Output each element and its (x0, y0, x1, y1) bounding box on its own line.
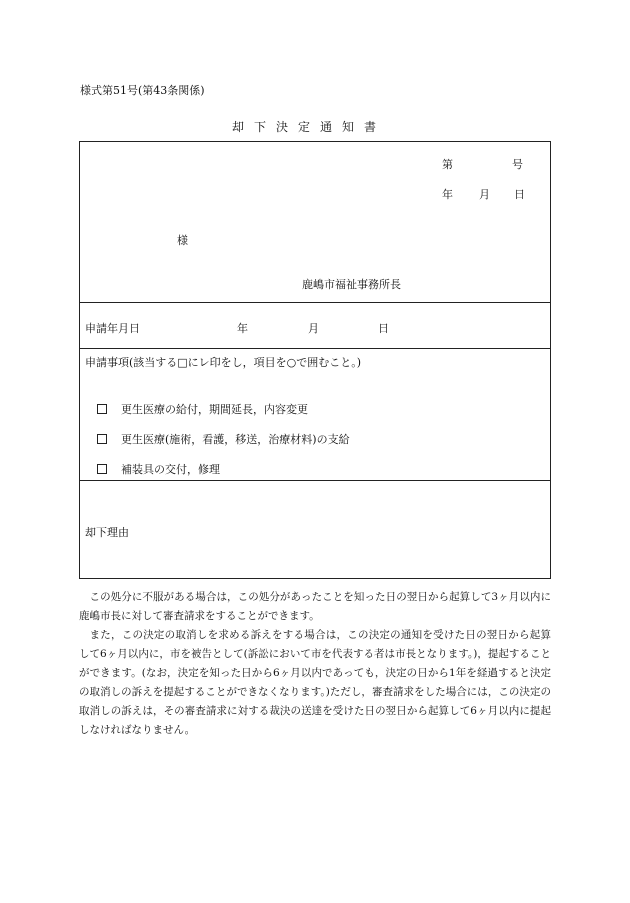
form-number: 様式第51号(第43条関係) (80, 84, 205, 97)
document-title: 却下決定通知書 (232, 120, 387, 134)
application-day: 日 (378, 322, 389, 335)
item-label: 更生医療(施術，看護，移送，治療材料)の支給 (121, 433, 350, 446)
date-year: 年 (442, 188, 453, 201)
number-prefix: 第 (442, 158, 453, 171)
list-item (97, 431, 350, 447)
list-item (97, 461, 220, 477)
number-suffix: 号 (512, 158, 523, 171)
application-month: 月 (308, 322, 319, 335)
notice-paragraph: この処分に不服がある場合は，この処分があったことを知った日の翌日から起算して3ヶ月以内に鹿嶋市長に対して審査請求をすることができます。 (79, 591, 551, 622)
notice-text (79, 588, 551, 740)
reason-label: 却下理由 (85, 526, 129, 539)
divider (80, 302, 550, 303)
form-box (79, 141, 551, 579)
issuer: 鹿嶋市福祉事務所長 (302, 278, 401, 291)
divider (80, 480, 550, 481)
item-label: 補装具の交付，修理 (121, 463, 220, 476)
date-month: 月 (479, 188, 490, 201)
checkbox[interactable] (97, 464, 107, 474)
items-heading: 申請事項(該当する□にレ印をし，項目を○で囲むこと。) (85, 356, 362, 369)
application-year: 年 (237, 322, 248, 335)
list-item (97, 401, 308, 417)
notice-paragraph: また，この決定の取消しを求める訴えをする場合は，この決定の通知を受けた日の翌日から起算して6ヶ月以内に，市を被告として(訴訟において市を代表する者は市長となります。)，提起することができます。(なお，決定を知った日から6ヶ月以内であっても，決定の日から1年を経過すると決定の取消しの訴えを提起することができなくなります。)ただし，審査請求をした場合には，この決定の取消しの訴えは，その審査請求に対する裁決の送達を受けた日の翌日から起算して6ヶ月以内に提起しなければなりません。 (79, 629, 551, 736)
divider (80, 348, 550, 349)
addressee-suffix: 様 (177, 234, 188, 247)
checkbox[interactable] (97, 404, 107, 414)
date-day: 日 (514, 188, 525, 201)
checkbox[interactable] (97, 434, 107, 444)
item-label: 更生医療の給付，期間延長，内容変更 (121, 403, 308, 416)
application-date-label: 申請年月日 (85, 322, 140, 335)
